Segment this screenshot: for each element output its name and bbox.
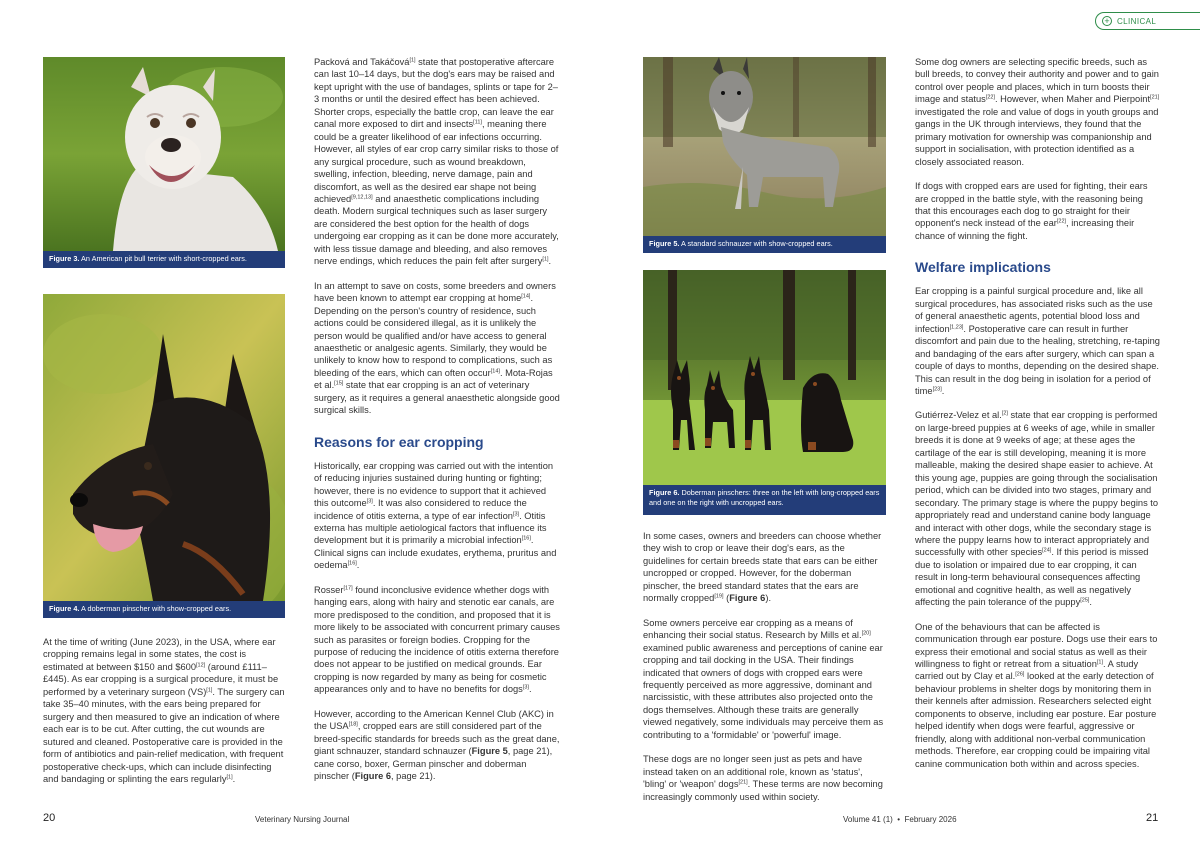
section-badge — [1095, 12, 1200, 30]
paragraph: These dogs are no longer seen just as pets and have instead taken on an additional role, known as 'status', 'bling' or 'weapon' dogs[21]. These terms are now becoming increasingly commonly used within society. — [643, 754, 883, 802]
middle-left-column-text — [314, 56, 560, 783]
figure-4-text: A doberman pinscher with show-cropped ears. — [79, 604, 232, 613]
paragraph: Some owners perceive ear cropping as a means of enhancing their social status. Research by Mills et al.[20] examined public awareness and perceptions of canine ear cropping and tail docking in the USA. Their findings indicated that owners of dogs with cropped ears were frequently perceived as more aggressive, dominant and narcissistic, with these attributes also projected onto the dogs themselves. Although these traits are generally viewed negatively, some individuals may perceive them as contributing to a 'formidable' or 'powerful' image. — [643, 617, 884, 740]
section-heading-reasons: Reasons for ear cropping — [314, 433, 484, 450]
middle-right-column-text — [643, 530, 888, 803]
right-page-number: 21 — [1146, 812, 1159, 824]
figure-4-number: Figure 4. — [49, 604, 80, 613]
paragraph: At the time of writing (June 2023), in the USA, where ear cropping remains legal in some states, the cost is estimated at between $150 and $600[12] (around £111–£445). As ear cropping is a surgical procedure, it must be performed by a veterinary surgeon (VS)[1]. The surgery can take 35–40 minutes, with the ears being prepared for surgery and then measured to give an indication of where each ear is to be cut. After cutting, the cut wounds are sutured and cleaned. Postoperative care is provided in the form of antibiotics and pain-relief medication, with frequent postoperative check-ups, which can include disinfecting and bandaging or splinting the ears regularly[1]. — [43, 637, 285, 784]
figure-5-text: A standard schnauzer with show-cropped ears. — [679, 239, 833, 248]
figure-5-caption — [643, 236, 886, 253]
paragraph: In some cases, owners and breeders can choose whether they wish to crop or leave their dog's ears, as the guidelines for certain breeds state that ears can be either uncropped or cropped. However, for the doberman pinscher, the breed standard states that the ears are normally cropped[19] (Figure 6). — [643, 531, 882, 604]
right-column-text — [915, 56, 1160, 770]
plus-circle-icon: + — [1102, 16, 1112, 26]
section-label: CLINICAL — [1117, 16, 1157, 26]
figure-4-caption — [43, 601, 285, 618]
paragraph: Ear cropping is a painful surgical procedure and, like all surgical procedures, has associated risks such as the use of general anaesthetic agents, potential blood loss and infection[1,23]. Postoperative care can result in further discomfort and pain due to the healing, stretching, re-taping and bandaging of the ears after surgery, which can span a couple of days to months, depending on the desired shape. This can result in the dog being in isolation for a period of time[23]. — [915, 286, 1160, 396]
paragraph: Gutiérrez-Velez et al.[2] state that ear cropping is performed on large-breed puppies at 6 weeks of age, while in smaller breeds it is done at 9 weeks of age; at these ages the cartilage of the ear is still developing, meaning it is more malleable, making the desired shape easier to achieve. At this young age, puppies are going through the socialisation period, which can be divided into two stages, primary and secondary. The primary stage is where the puppy begins to appropriately read and understand canine body language and interact with other dogs, while the secondary stage is where the puppy learns how to interact appropriately and successfully with other species[24]. If this period is missed due to isolation or impaired due to ear cropping, it can result in long-term behavioural consequences affecting emotional and cognitive health, as well as negatively affecting the pain tolerance of the puppy[25]. — [915, 410, 1159, 608]
left-page-number: 20 — [43, 812, 56, 824]
figure-3-number: Figure 3. — [49, 254, 80, 263]
right-page — [600, 0, 1200, 849]
figure-6-photo — [643, 270, 886, 485]
paragraph: Packová and Takáčová[1] state that postoperative aftercare can last 10–14 days, but the dog's ears may be raised and kept upright with the use of bandages, splints or tape for 2–3 months or until the desired effect has been achieved. Shorter crops, especially the battle crop, can leave the ear canal more exposed to dirt and insects[11], meaning there could be a greater likelihood of ear infections occurring. However, all styles of ear crop carry similar risks to those of any surgical procedure, such as wound breakdown, swelling, infection, bleeding, nerve damage, pain and discomfort, as well as the desired ear shape not being achieved[9,12,13] and anaesthetic complications including death. Modern surgical techniques such as laser surgery are considered the best option for the health of dogs undergoing ear cropping as it can be done more accurately, with less tissue damage and bleeding, and also removes nerve endings, which reduces the pain felt after surgery[1]. — [314, 57, 559, 267]
figure-3-caption — [43, 251, 285, 268]
figure-3-photo — [43, 57, 285, 251]
paragraph: Historically, ear cropping was carried out with the intention of reducing injuries sustained during hunting or fighting; however, there is no evidence to support that it achieved this outcome[3]. It was also considered to reduce the incidence of otitis externa, a type of ear infection[3]. Otitis externa has multiple aetiological factors that influence its development but it is primarily a microbial infection[16]. Clinical signs can include exudates, erythema, pruritus and oedema[16]. — [314, 460, 557, 571]
section-heading-welfare: Welfare implications — [915, 259, 1051, 276]
figure-6-number: Figure 6. — [649, 488, 680, 497]
figure-6-text: Doberman pinschers: three on the left with long-cropped ears and one on the right with uncropped ears. — [649, 488, 880, 507]
footer-issue-info: Volume 41 (1) • February 2026 — [843, 815, 957, 824]
figure-5-number: Figure 5. — [649, 239, 680, 248]
figure-3-text: An American pit bull terrier with short-cropped ears. — [79, 254, 247, 263]
paragraph: One of the behaviours that can be affected is communication through ear posture. Dogs use their ears to express their emotional and social status as well as their willingness to fight or retreat from a situation[1]. A study carried out by Clay et al.[26] looked at the early detection of behaviour problems in shelter dogs by monitoring them in their kennels after admission. Researchers selected eight components to observe, including ear posture. Ear posture helped identify when dogs were fearful, aggressive or friendly, along with additional non-verbal communication methods. Therefore, ear cropping could be impairing vital canine communication both within and across species. — [915, 621, 1158, 769]
figure-6-caption — [643, 485, 886, 515]
figure-5-photo — [643, 57, 886, 236]
footer-journal-name: Veterinary Nursing Journal — [255, 815, 350, 824]
left-column-text — [43, 636, 286, 785]
paragraph: Some dog owners are selecting specific breeds, such as bull breeds, to convey their authority and power and to gain control over people and places, which in turn boosts their image and status[22]. However, when Maher and Pierpoint[21] investigated the role and value of dogs in youth groups and gangs in the UK through interviews, they found that the primary motivation for ownership was companionship and support in socialisation, with protection identified as a closely associated reason. — [915, 57, 1160, 167]
figure-4-photo — [43, 294, 285, 601]
paragraph: However, according to the American Kennel Club (AKC) in the USA[18], cropped ears are still considered part of the breed-specific standards for breeds such as the great dane, giant schnauzer, standard schnauzer (Figure 5, page 21), cane corso, boxer, German pinscher and doberman pinscher (Figure 6, page 21). — [314, 708, 560, 782]
paragraph: In an attempt to save on costs, some breeders and owners have been known to attempt ear cropping at home[14]. Depending on the person's country of residence, such actions could be considered illegal, as it is unlikely the person would be qualified and/or have access to general anaesthetic or analgesic agents. Similarly, they would be unlikely to know how to respond to complications, such as bleeding of the ears, which can often occur[14]. Mota-Rojas et al.[15] state that ear cropping is an act of veterinary surgery, as it requires a general anaesthetic alongside good surgical skills. — [314, 280, 560, 416]
paragraph: If dogs with cropped ears are used for fighting, their ears are cropped in the battle style, with the reasoning being that this encourages each dog to go straight for their opponent's neck instead of the ear[22], increasing their chance of winning the fight. — [915, 181, 1148, 241]
paragraph: Rosser[17] found inconclusive evidence whether dogs with hanging ears, along with hairy and stenotic ear canals, are more predisposed to the condition, and proposed that it is more likely to be associated with concurrent primary causes such as parasites or foreign bodies. Cropping for the purpose of reducing the incidence of otitis externa therefore does not appear to be justified on medical grounds. Ear cropping is now regarded by many as being for cosmetic appearances only and to have no benefits for dogs[3]. — [314, 584, 560, 695]
